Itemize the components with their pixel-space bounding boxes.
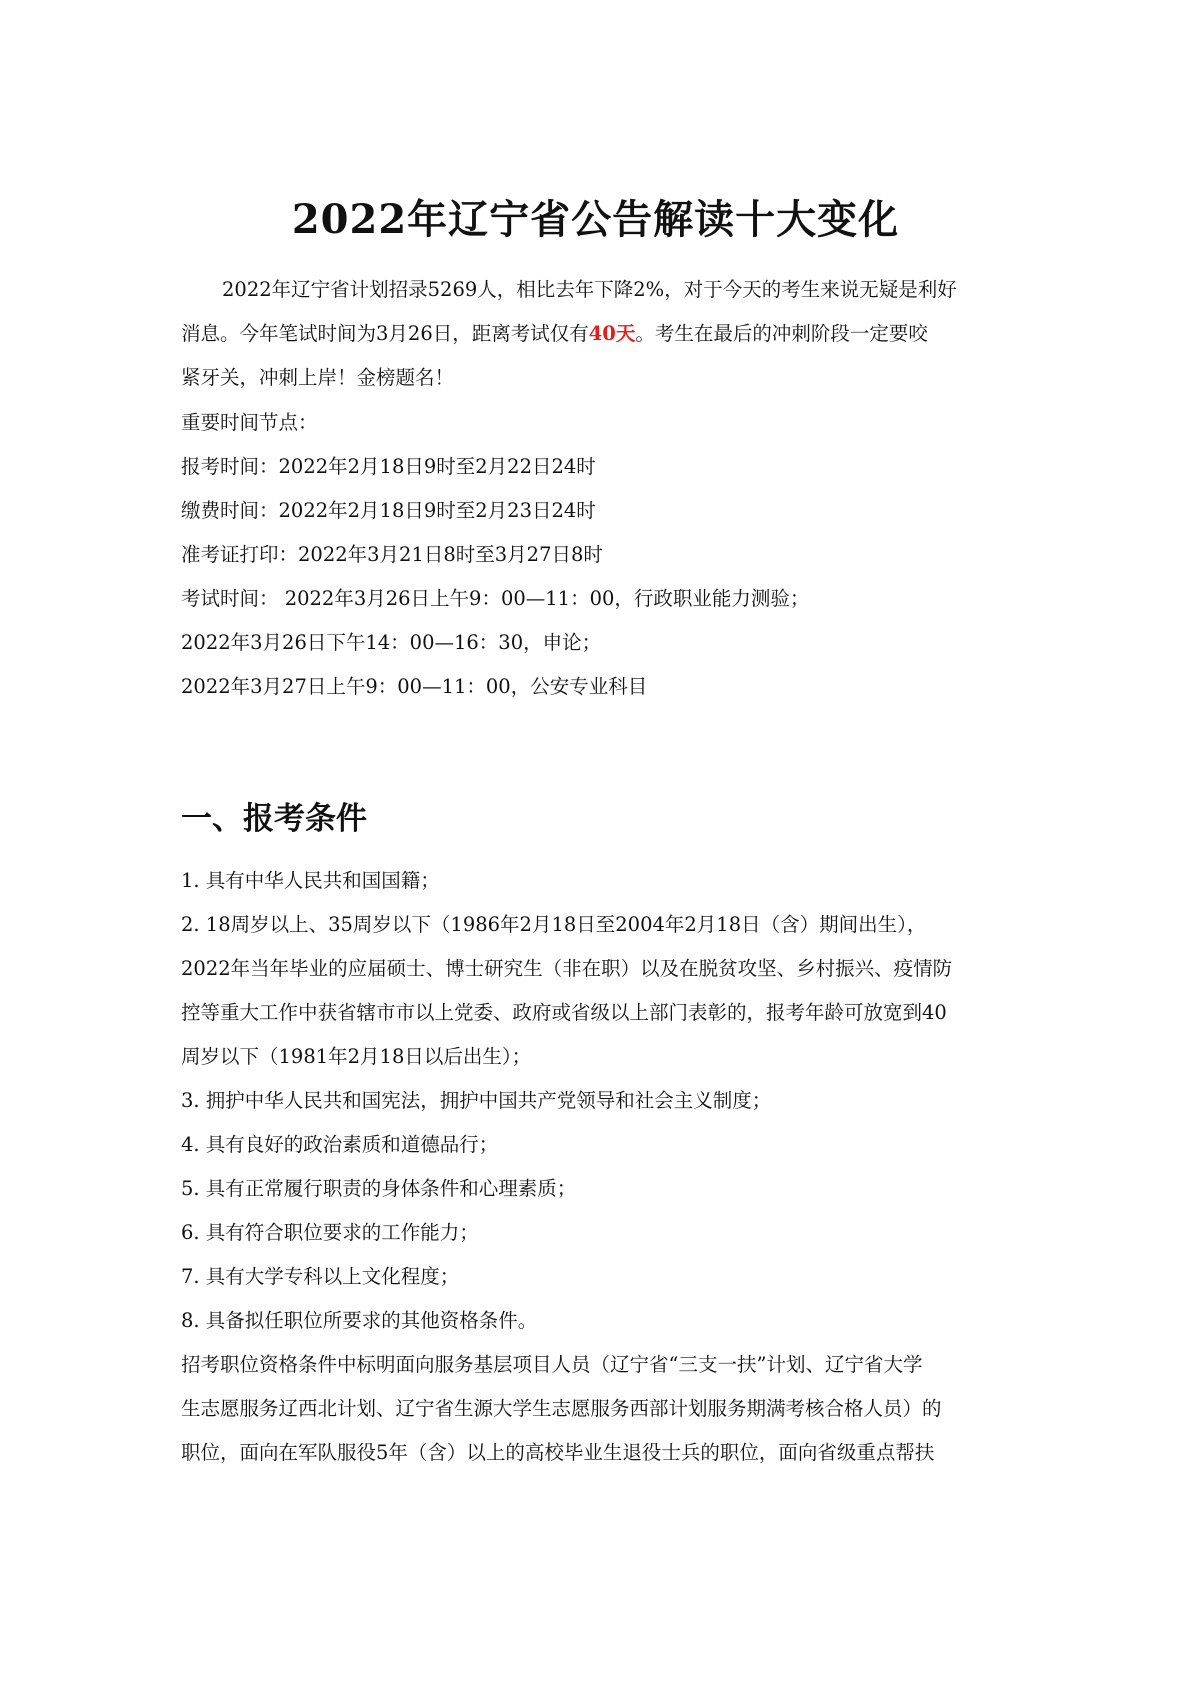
schedule-item-payment: 缴费时间：2022年2月18日9时至2月23日24时 [181,499,596,522]
condition-line: 招考职位资格条件中标明面向服务基层项目人员（辽宁省“三支一扶”计划、辽宁省大学 [181,1353,923,1376]
condition-line: 7. 具有大学专科以上文化程度； [181,1265,460,1288]
condition-line: 职位，面向在军队服役5年（含）以上的高校毕业生退役士兵的职位，面向省级重点帮扶 [181,1441,935,1464]
condition-line: 4. 具有良好的政治素质和道德品行； [181,1133,499,1156]
condition-line: 3. 拥护中华人民共和国宪法，拥护中国共产党领导和社会主义制度； [181,1089,772,1112]
schedule-item-exam-police: 2022年3月27日上午9：00—11：00，公安专业科目 [181,675,648,698]
condition-line: 1. 具有中华人民共和国国籍； [181,869,440,892]
condition-line: 生志愿服务辽西北计划、辽宁省生源大学生志愿服务西部计划服务期满考核合格人员）的 [181,1397,942,1420]
section-heading-conditions: 一、报考条件 [181,801,367,837]
intro-line-2 [181,320,1021,348]
condition-line: 控等重大工作中获省辖市市以上党委、政府或省级以上部门表彰的，报考年龄可放宽到40 [181,1001,947,1024]
intro-line-1: 2022年辽宁省计划招录5269人，相比去年下降2%，对于今天的考生来说无疑是利好 [222,278,957,301]
days-remaining-highlight: 40天 [588,322,636,345]
condition-line: 5. 具有正常履行职责的身体条件和心理素质； [181,1177,577,1200]
intro-line-3: 紧牙关，冲刺上岸！金榜题名！ [181,366,455,389]
schedule-heading: 重要时间节点： [181,411,318,434]
schedule-item-admission-ticket: 准考证打印：2022年3月21日8时至3月27日8时 [181,543,603,566]
schedule-item-registration: 报考时间：2022年2月18日9时至2月22日24时 [181,455,596,478]
condition-line: 周岁以下（1981年2月18日以后出生）； [181,1045,532,1068]
schedule-item-exam-essay: 2022年3月26日下午14：00—16：30，申论； [181,631,602,654]
intro-line-2-text-b: 。考生在最后的冲刺阶段一定要咬 [635,322,928,345]
condition-line: 8. 具备拟任职位所要求的其他资格条件。 [181,1309,538,1332]
document-title: 2022年辽宁省公告解读十大变化 [291,196,900,243]
condition-line: 6. 具有符合职位要求的工作能力； [181,1221,479,1244]
condition-line: 2. 18周岁以上、35周岁以下（1986年2月18日至2004年2月18日（含）期间出生）， [181,913,927,936]
intro-line-2-text-a: 消息。今年笔试时间为3月26日，距离考试仅有 [181,322,589,345]
condition-line: 2022年当年毕业的应届硕士、博士研究生（非在职）以及在脱贫攻坚、乡村振兴、疫情防 [181,957,953,980]
schedule-item-exam-time: 考试时间： 2022年3月26日上午9：00—11：00，行政职业能力测验； [181,587,810,610]
